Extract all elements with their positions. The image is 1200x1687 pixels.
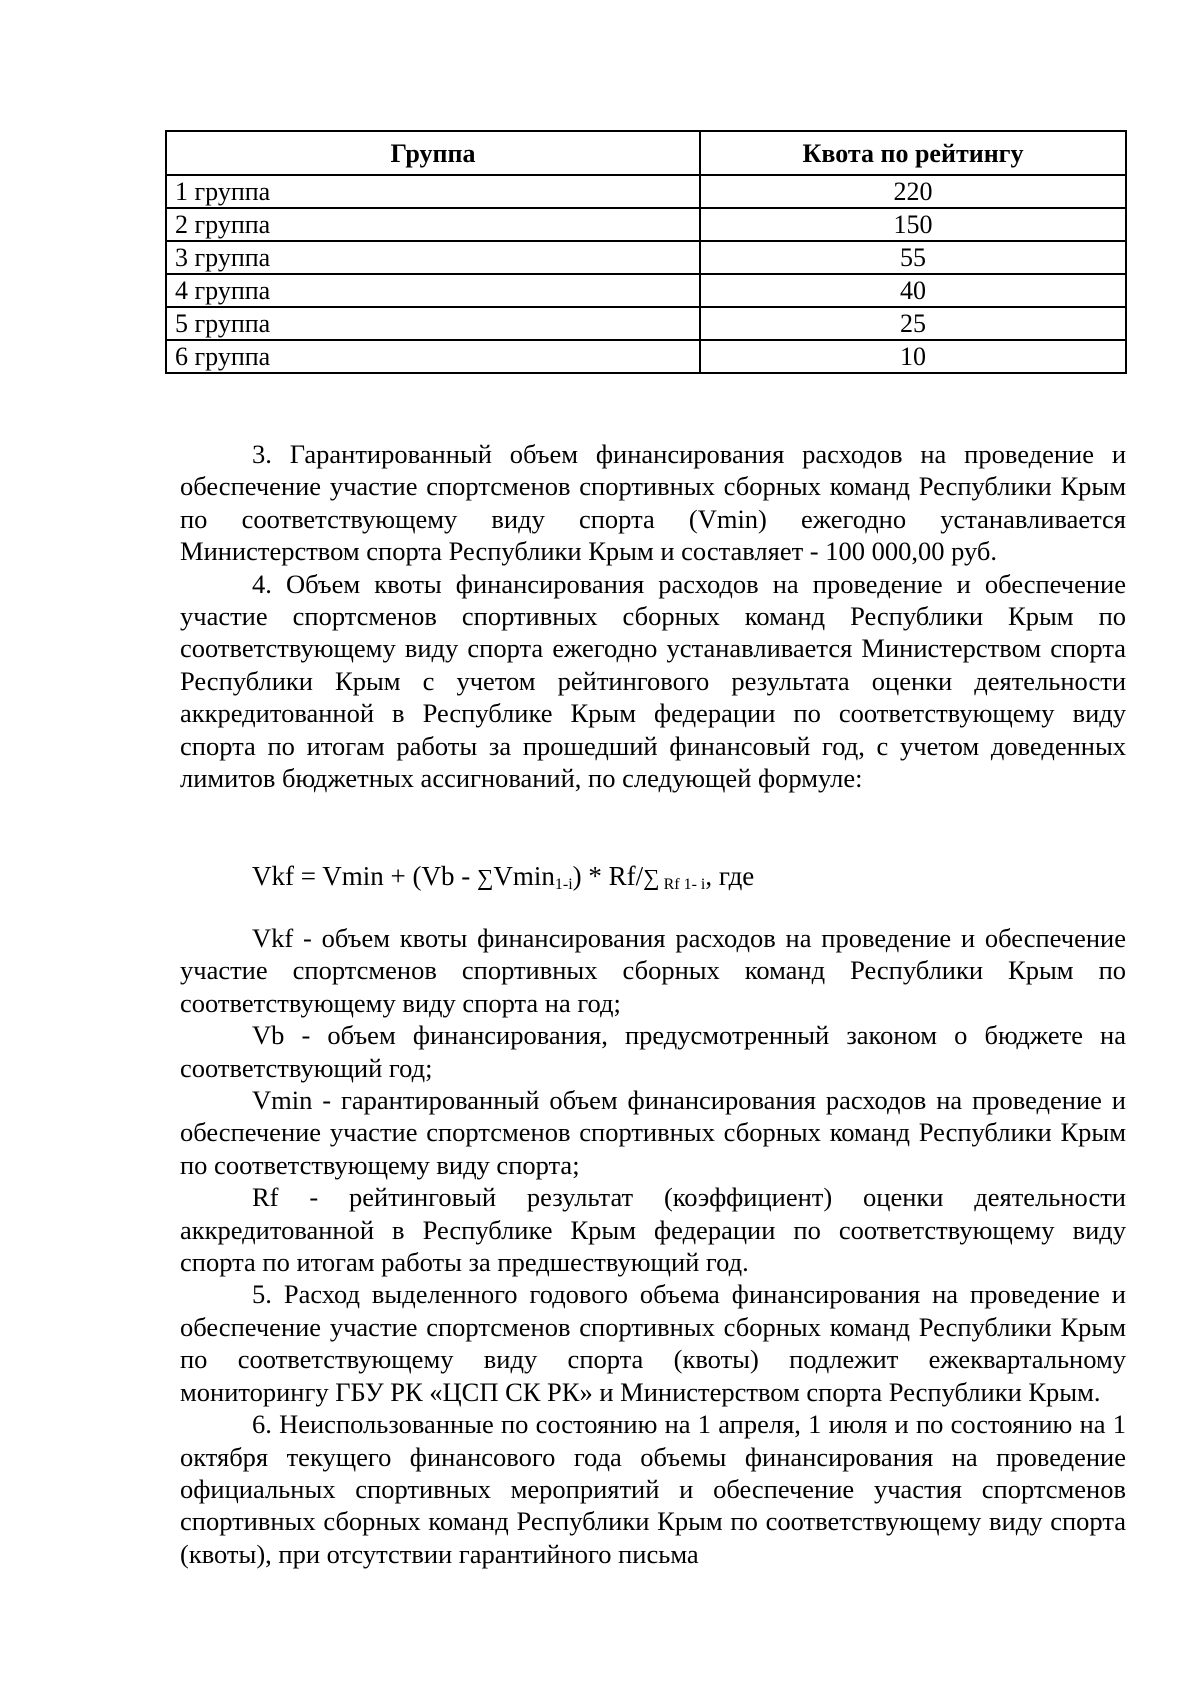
quota-cell: 10	[700, 340, 1126, 373]
table-row	[166, 208, 1126, 241]
table-header-row	[166, 131, 1126, 175]
header-group: Группа	[166, 131, 700, 175]
definition-vb: Vb - объем финансирования, предусмотренный законом о бюджете на соответствующий год;	[180, 1020, 1126, 1083]
formula-part: Vmin	[493, 861, 555, 891]
quota-table	[165, 130, 1127, 374]
paragraph-4: 4. Объем квоты финансирования расходов на проведение и обеспечение участие спортсменов спортивных сборных команд Республики Крым по соответствующему виду спорта ежегодно устанавливается Министерством спорта Республики Крым с учетом рейтингового результата оценки деятельности аккредитованной в Республике Крым федерации по соответствующему виду спорта по итогам работы за прошедший финансовый год, с учетом доведенных лимитов бюджетных ассигнований, по следующей формуле:	[180, 568, 1126, 794]
formula-subscript: 1-i	[554, 876, 573, 893]
quota-cell: 220	[700, 175, 1126, 208]
group-cell: 2 группа	[166, 208, 700, 241]
sigma-symbol: ∑	[643, 865, 660, 890]
paragraph-6: 6. Неиспользованные по состоянию на 1 апреля, 1 июля и по состоянию на 1 октября текущего финансового года объемы финансирования на проведение официальных спортивных мероприятий и обеспечение участия спортсменов спортивных сборных команд Республики Крым по соответствующему виду спорта (квоты), при отсутствии гарантийного письма	[180, 1409, 1126, 1569]
table-row	[166, 241, 1126, 274]
formula	[252, 860, 754, 901]
formula-part: ) * Rf/	[572, 861, 644, 891]
text-block-upper	[180, 438, 1126, 794]
table-row	[166, 175, 1126, 208]
quota-cell: 55	[700, 241, 1126, 274]
header-quota: Квота по рейтингу	[700, 131, 1126, 175]
group-cell: 1 группа	[166, 175, 700, 208]
sigma-symbol: ∑	[476, 865, 494, 890]
paragraph-3: 3. Гарантированный объем финансирования расходов на проведение и обеспечение участие спортсменов спортивных сборных команд Республики Крым по соответствующему виду спорта (Vmin) ежегодно устанавливается Министерством спорта Республики Крым и составляет - 100 000,00 руб.	[180, 439, 1126, 567]
paragraph-5: 5. Расход выделенного годового объема финансирования на проведение и обеспечение участие спортсменов спортивных сборных команд Республики Крым по соответствующему виду спорта (квоты) подлежит ежеквартальному мониторингу ГБУ РК «ЦСП СК РК» и Министерством спорта Республики Крым.	[180, 1279, 1126, 1407]
formula-part: , где	[705, 861, 755, 891]
quota-cell: 25	[700, 307, 1126, 340]
definition-vkf: Vkf - объем квоты финансирования расходов на проведение и обеспечение участие спортсменов спортивных сборных команд Республики Крым по соответствующему виду спорта на год;	[180, 923, 1126, 1018]
group-cell: 6 группа	[166, 340, 700, 373]
table-row	[166, 307, 1126, 340]
group-cell: 5 группа	[166, 307, 700, 340]
group-cell: 3 группа	[166, 241, 700, 274]
quota-cell: 40	[700, 274, 1126, 307]
quota-cell: 150	[700, 208, 1126, 241]
group-cell: 4 группа	[166, 274, 700, 307]
table-row	[166, 340, 1126, 373]
text-block-lower	[180, 922, 1126, 1570]
definition-vmin: Vmin - гарантированный объем финансирования расходов на проведение и обеспечение участие спортсменов спортивных сборных команд Республики Крым по соответствующему виду спорта;	[180, 1085, 1126, 1180]
formula-subscript: Rf 1- i	[659, 876, 706, 893]
table-row	[166, 274, 1126, 307]
definition-rf: Rf - рейтинговый результат (коэффициент) оценки деятельности аккредитованной в Республике Крым федерации по соответствующему виду спорта по итогам работы за предшествующий год.	[180, 1182, 1126, 1278]
formula-part: Vkf = Vmin + (Vb -	[252, 861, 477, 891]
